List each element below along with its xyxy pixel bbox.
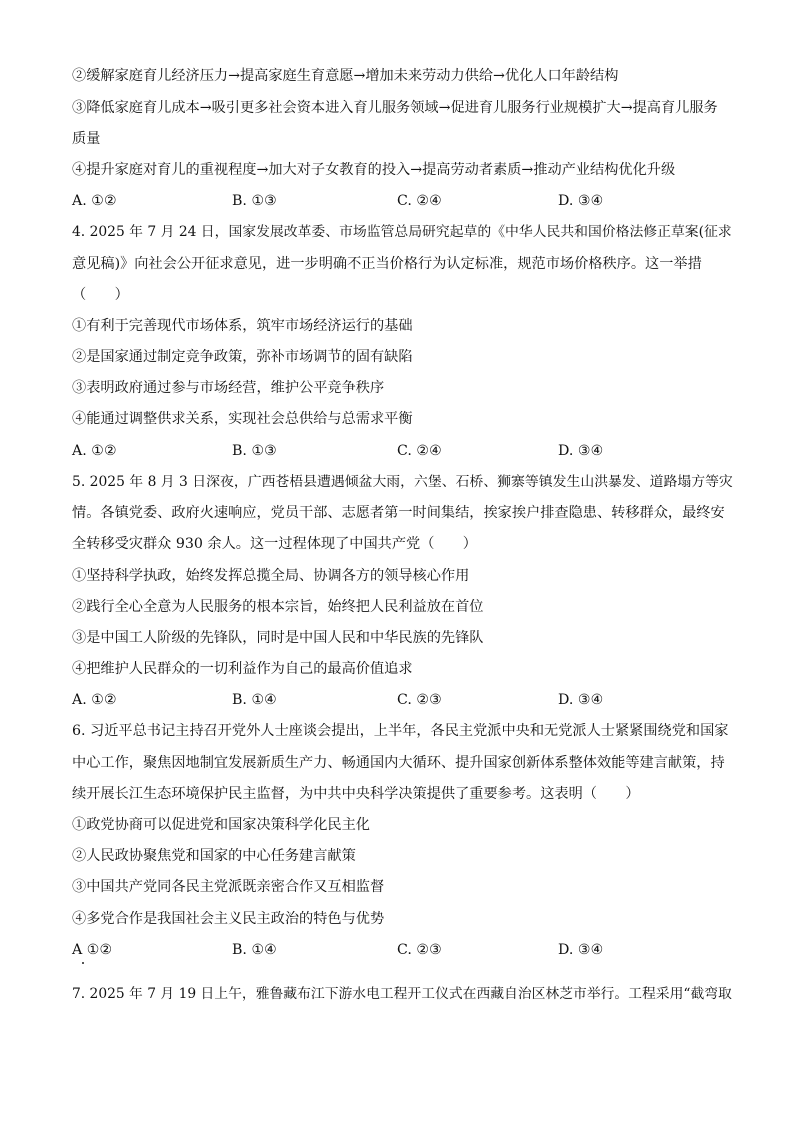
statement-1: ①有利于完善现代市场体系，筑牢市场经济运行的基础	[72, 318, 413, 334]
statement-3: ③是中国工人阶级的先锋队，同时是中国人民和中华民族的先锋队	[72, 630, 484, 646]
answer-blank: （ ）	[72, 287, 129, 303]
statement-2: ②是国家通过制定竞争政策，弥补市场调节的固有缺陷	[72, 349, 413, 365]
statement-4: ④能通过调整供求关系，实现社会总供给与总需求平衡	[72, 411, 413, 427]
option-a: A ①②	[72, 942, 113, 958]
option-b: B. ①③	[232, 443, 277, 459]
text-line: 意见稿)》向社会公开征求意见，进一步明确不正当价格行为认定标准，规范市场价格秩序。这一举措	[72, 256, 702, 272]
answer-options	[72, 690, 732, 710]
option-d: D. ③④	[558, 692, 604, 708]
statement-2: ②践行全心全意为人民服务的根本宗旨，始终把人民利益放在首位	[72, 599, 484, 615]
option-a: A. ①②	[72, 443, 117, 459]
stray-mark	[82, 962, 84, 964]
option-b: B. ①④	[232, 692, 277, 708]
text-line: ②缓解家庭育儿经济压力→提高家庭生育意愿→增加未来劳动力供给→优化人口年龄结构	[72, 68, 619, 84]
text-line: ④提升家庭对育儿的重视程度→加大对子女教育的投入→提高劳动者素质→推动产业结构优化升级	[72, 162, 676, 178]
option-a: A. ①②	[72, 692, 117, 708]
statement-1: ①政党协商可以促进党和国家决策科学化民主化	[72, 817, 370, 833]
answer-options	[72, 441, 732, 461]
option-c: C. ②③	[397, 942, 442, 958]
option-b: B. ①③	[232, 193, 277, 209]
question-4-stem: 4. 2025 年 7 月 24 日，国家发展改革委、市场监管总局研究起草的《中华人民共和国价格法修正草案(征求	[72, 224, 732, 240]
option-d: D. ③④	[558, 942, 604, 958]
text-line: 续开展长江生态环境保护民主监督，为中共中央科学决策提供了重要参考。这表明（ ）	[72, 786, 640, 802]
option-d: D. ③④	[558, 193, 604, 209]
statement-3: ③表明政府通过参与市场经营，维护公平竞争秩序	[72, 380, 385, 396]
text-line: 全转移受灾群众 930 余人。这一过程体现了中国共产党（ ）	[72, 536, 477, 552]
statement-2: ②人民政协聚焦党和国家的中心任务建言献策	[72, 848, 356, 864]
question-7-stem: 7. 2025 年 7 月 19 日上午，雅鲁藏布江下游水电工程开工仪式在西藏自治区林芝市举行。工程采用“截弯取	[72, 986, 732, 1002]
statement-4: ④多党合作是我国社会主义民主政治的特色与优势	[72, 911, 385, 927]
question-5-stem: 5. 2025 年 8 月 3 日深夜，广西苍梧县遭遇倾盆大雨，六堡、石桥、狮寨等镇发生山洪暴发、道路塌方等灾	[72, 474, 733, 490]
option-c: C. ②④	[397, 193, 442, 209]
option-d: D. ③④	[558, 443, 604, 459]
text-line: ③降低家庭育儿成本→吸引更多社会资本进入育儿服务领域→促进育儿服务行业规模扩大→提高育儿服务	[72, 100, 718, 116]
text-line: 质量	[72, 131, 101, 147]
text-line: 情。各镇党委、政府火速响应，党员干部、志愿者第一时间集结，挨家挨户排查隐患、转移群众，最终安	[72, 505, 725, 521]
question-6-stem: 6. 习近平总书记主持召开党外人士座谈会提出，上半年，各民主党派中央和无党派人士紧紧围绕党和国家	[72, 723, 729, 739]
option-c: C. ②③	[397, 692, 442, 708]
answer-options	[72, 191, 732, 211]
statement-4: ④把维护人民群众的一切利益作为自己的最高价值追求	[72, 661, 413, 677]
option-c: C. ②④	[397, 443, 442, 459]
answer-options	[72, 940, 732, 960]
option-b: B. ①④	[232, 942, 277, 958]
option-a: A. ①②	[72, 193, 117, 209]
text-line: 中心工作，聚焦因地制宜发展新质生产力、畅通国内大循环、提升国家创新体系整体效能等建言献策，持	[72, 755, 725, 771]
statement-3: ③中国共产党同各民主党派既亲密合作又互相监督	[72, 879, 385, 895]
statement-1: ①坚持科学执政，始终发挥总揽全局、协调各方的领导核心作用	[72, 568, 470, 584]
